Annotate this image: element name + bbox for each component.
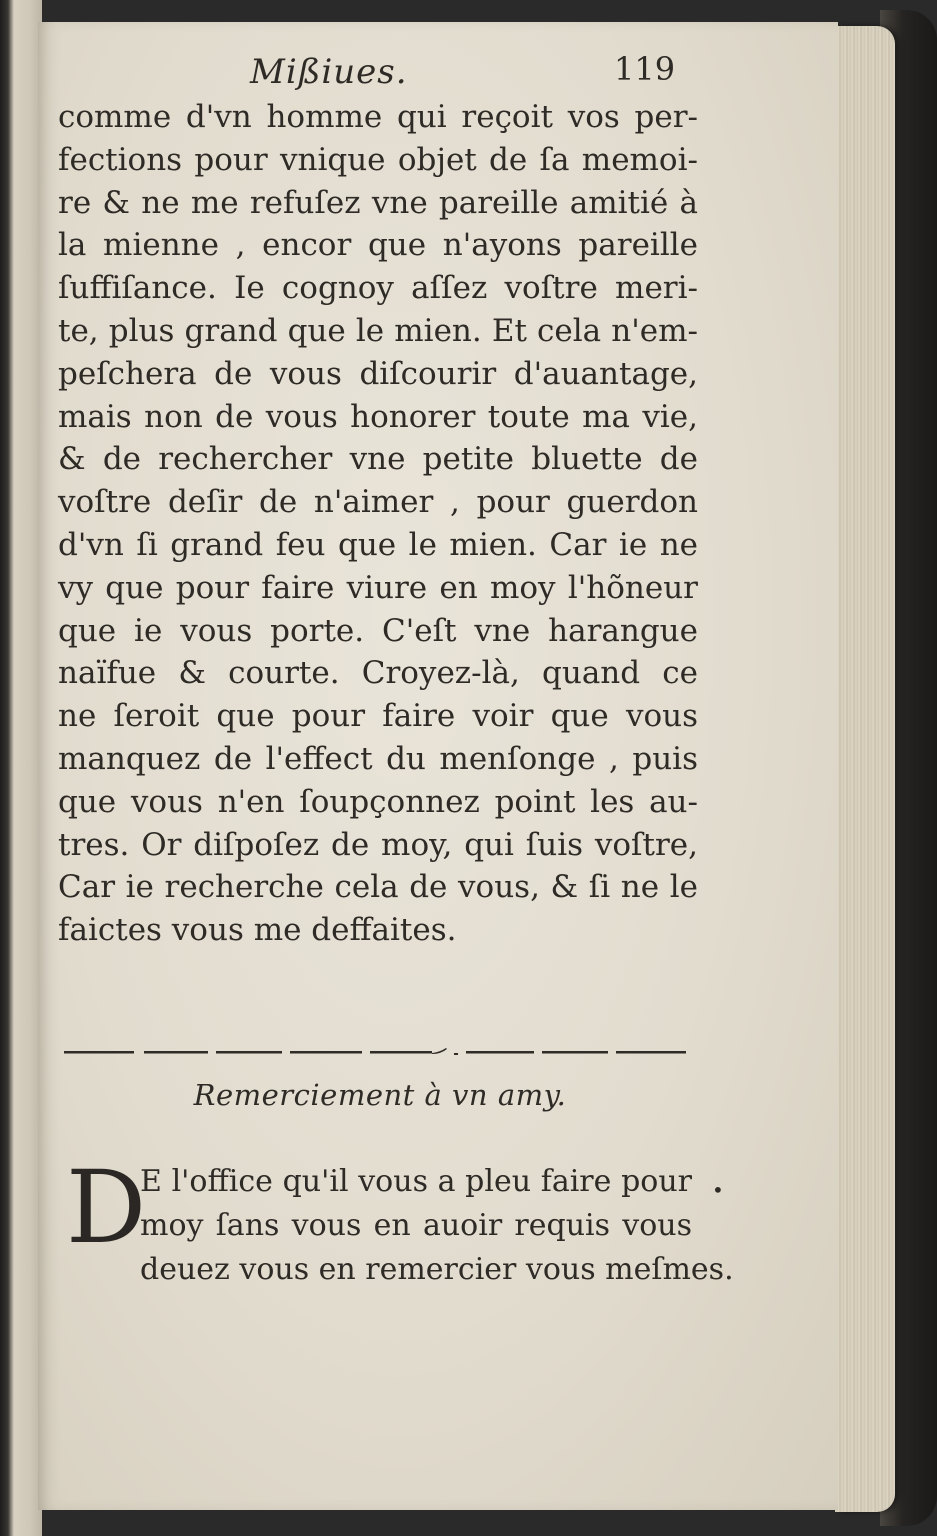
text-line: deuez vous en remercier vous meſmes.	[140, 1252, 734, 1287]
text-line: mais non de vous honorer toute ma vie,	[58, 398, 698, 435]
text-line: peſchera de vous diſcourir d'auantage,	[58, 355, 698, 392]
ornamental-rule	[64, 1048, 690, 1056]
text-line: que ie vous porte. C'eſt vne harangue	[58, 612, 698, 649]
section-body	[140, 1160, 734, 1292]
previous-page-edge	[0, 0, 42, 1536]
page-stack-edge	[835, 26, 895, 1512]
text-line: re & ne me refuſez vne pareille amitié à	[58, 184, 698, 221]
text-line: fections pour vnique objet de ſa memoi-	[58, 141, 698, 178]
text-line: voſtre deſir de n'aimer , pour guerdon	[58, 484, 698, 521]
text-line: naïfue & courte. Croyez-là, quand ce	[58, 655, 698, 692]
section-heading: Remerciement à vn amy.	[193, 1078, 567, 1112]
drop-cap: D	[66, 1149, 147, 1266]
text-line: la mienne , encor que n'ayons pareille	[58, 227, 698, 264]
text-line: ſuffiſance. Ie cognoy aſſez voſtre meri-	[58, 270, 698, 307]
text-line: moy ſans vous en auoir requis vous	[140, 1208, 692, 1243]
text-line: te, plus grand que le mien. Et cela n'em-	[58, 312, 698, 349]
running-head: Mißiues.	[250, 52, 408, 92]
text-line: ne ſeroit que pour faire voir que vous	[58, 698, 698, 735]
text-line: d'vn ſi grand feu que le mien. Car ie ne	[58, 526, 698, 563]
margin-mark: •	[712, 1178, 724, 1202]
text-line: faictes vous me deffaites.	[58, 912, 457, 949]
text-line: que vous n'en ſoupçonnez point les au-	[58, 783, 698, 820]
page-number: 119	[614, 50, 676, 88]
text-line: & de rechercher vne petite bluette de	[58, 441, 698, 478]
text-line: E l'office qu'il vous a pleu faire pour	[140, 1164, 692, 1199]
text-line: vy que pour faire viure en moy l'hõneur	[58, 569, 698, 606]
text-line: comme d'vn homme qui reçoit vos per-	[58, 99, 698, 135]
text-line: tres. Or diſpoſez de moy, qui ſuis voſtre,	[58, 826, 698, 863]
text-line: Car ie recherche cela de vous, & ſi ne le	[58, 869, 698, 906]
text-line: manquez de l'effect du menſonge , puis	[58, 740, 698, 777]
letter-body	[58, 96, 698, 952]
